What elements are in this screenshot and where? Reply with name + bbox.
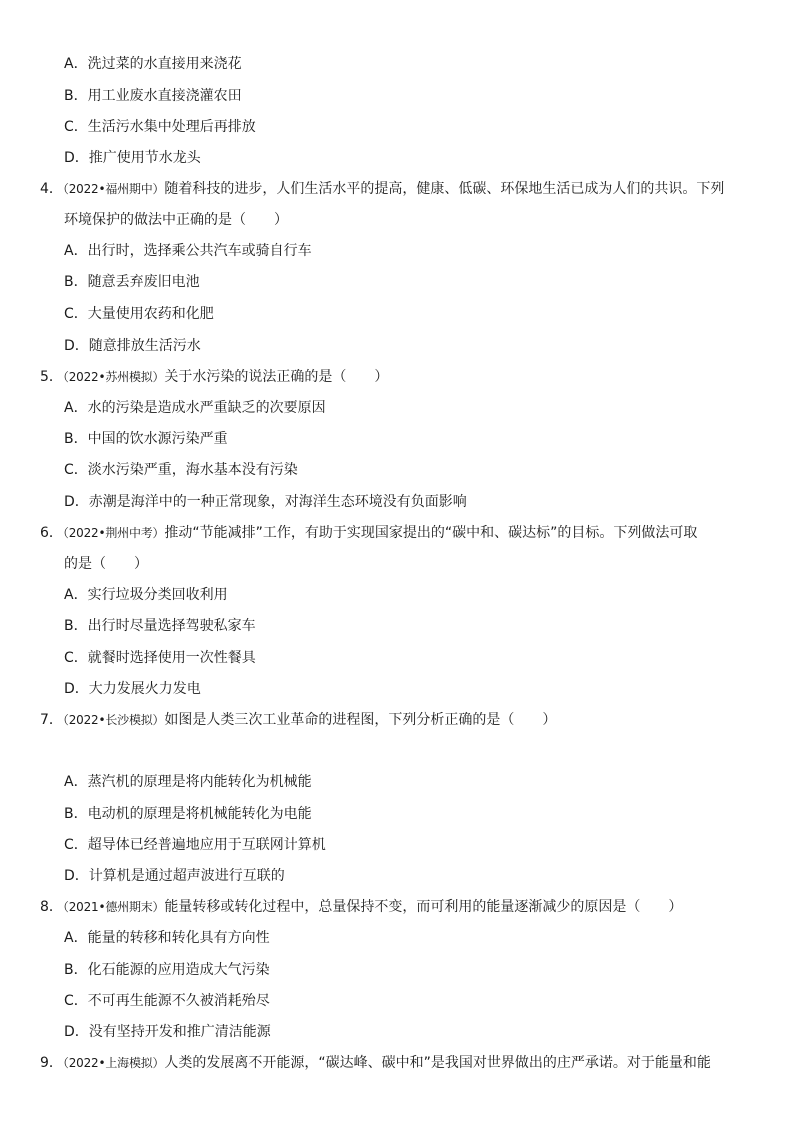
source-tag: （2022•荆州中考） xyxy=(62,526,165,540)
stem-text: 如图是人类三次工业革命的进程图，下列分析正确的是（ ） xyxy=(164,712,557,728)
question-number: 9． xyxy=(40,1055,63,1071)
q7-option-d: D．计算机是通过超声波进行互联的 xyxy=(64,868,285,884)
source-tag: （2022•长沙模拟） xyxy=(62,713,165,727)
question-number: 6． xyxy=(40,525,63,541)
question-number: 5． xyxy=(40,369,63,385)
q6-option-a: A．实行垃圾分类回收利用 xyxy=(64,587,228,603)
q7-option-a: A．蒸汽机的原理是将内能转化为机械能 xyxy=(64,774,312,790)
q8-option-d: D．没有坚持开发和推广清洁能源 xyxy=(64,1024,271,1040)
q8-option-c: C．不可再生能源不久被消耗殆尽 xyxy=(64,993,270,1009)
q6-stem-continued: 的是（ ） xyxy=(64,556,148,572)
source-tag: （2022•福州期中） xyxy=(62,182,165,196)
q7-option-c: C．超导体已经普遍地应用于互联网计算机 xyxy=(64,837,326,853)
q5-option-a: A．水的污染是造成水严重缺乏的次要原因 xyxy=(64,400,326,416)
q6-stem xyxy=(40,523,697,543)
q3-option-a: A．洗过菜的水直接用来浇花 xyxy=(64,56,242,72)
question-number: 8． xyxy=(40,899,63,915)
q5-option-d: D．赤潮是海洋中的一种正常现象，对海洋生态环境没有负面影响 xyxy=(64,494,467,510)
question-number: 4． xyxy=(40,181,63,197)
q6-option-d: D．大力发展火力发电 xyxy=(64,681,201,697)
q5-option-b: B．中国的饮水源污染严重 xyxy=(64,431,228,447)
stem-text: 人类的发展离不开能源，“碳达峰、碳中和”是我国对世界做出的庄严承诺。对于能量和能 xyxy=(164,1055,711,1071)
source-tag: （2021•德州期末） xyxy=(62,900,165,914)
q3-option-c: C．生活污水集中处理后再排放 xyxy=(64,119,256,135)
q8-option-b: B．化石能源的应用造成大气污染 xyxy=(64,962,270,978)
q4-option-c: C．大量使用农药和化肥 xyxy=(64,306,214,322)
q6-option-c: C．就餐时选择使用一次性餐具 xyxy=(64,650,256,666)
q3-option-b: B．用工业废水直接浇灌农田 xyxy=(64,88,242,104)
q4-option-a: A．出行时，选择乘公共汽车或骑自行车 xyxy=(64,243,312,259)
q6-option-b: B．出行时尽量选择驾驶私家车 xyxy=(64,618,256,634)
stem-text: 关于水污染的说法正确的是（ ） xyxy=(164,369,389,385)
q3-option-d: D．推广使用节水龙头 xyxy=(64,150,201,166)
source-tag: （2022•上海模拟） xyxy=(62,1056,165,1070)
q9-stem xyxy=(40,1053,711,1073)
q8-option-a: A．能量的转移和转化具有方向性 xyxy=(64,930,270,946)
question-number: 7． xyxy=(40,712,63,728)
q4-stem-continued: 环境保护的做法中正确的是（ ） xyxy=(64,212,288,228)
q8-stem xyxy=(40,897,682,917)
q4-stem xyxy=(40,179,724,199)
source-tag: （2022•苏州模拟） xyxy=(62,370,165,384)
q5-stem xyxy=(40,367,388,387)
q7-option-b: B．电动机的原理是将机械能转化为电能 xyxy=(64,806,312,822)
stem-text: 推动“节能减排”工作，有助于实现国家提出的“碳中和、碳达标”的目标。下列做法可取 xyxy=(164,525,698,541)
stem-text: 能量转移或转化过程中，总量保持不变，而可利用的能量逐渐减少的原因是（ ） xyxy=(164,899,683,915)
q7-stem xyxy=(40,710,556,730)
stem-text: 随着科技的进步，人们生活水平的提高，健康、低碳、环保地生活已成为人们的共识。下列 xyxy=(164,181,725,197)
q4-option-d: D．随意排放生活污水 xyxy=(64,338,201,354)
q5-option-c: C．淡水污染严重，海水基本没有污染 xyxy=(64,462,298,478)
q4-option-b: B．随意丢弃废旧电池 xyxy=(64,274,200,290)
